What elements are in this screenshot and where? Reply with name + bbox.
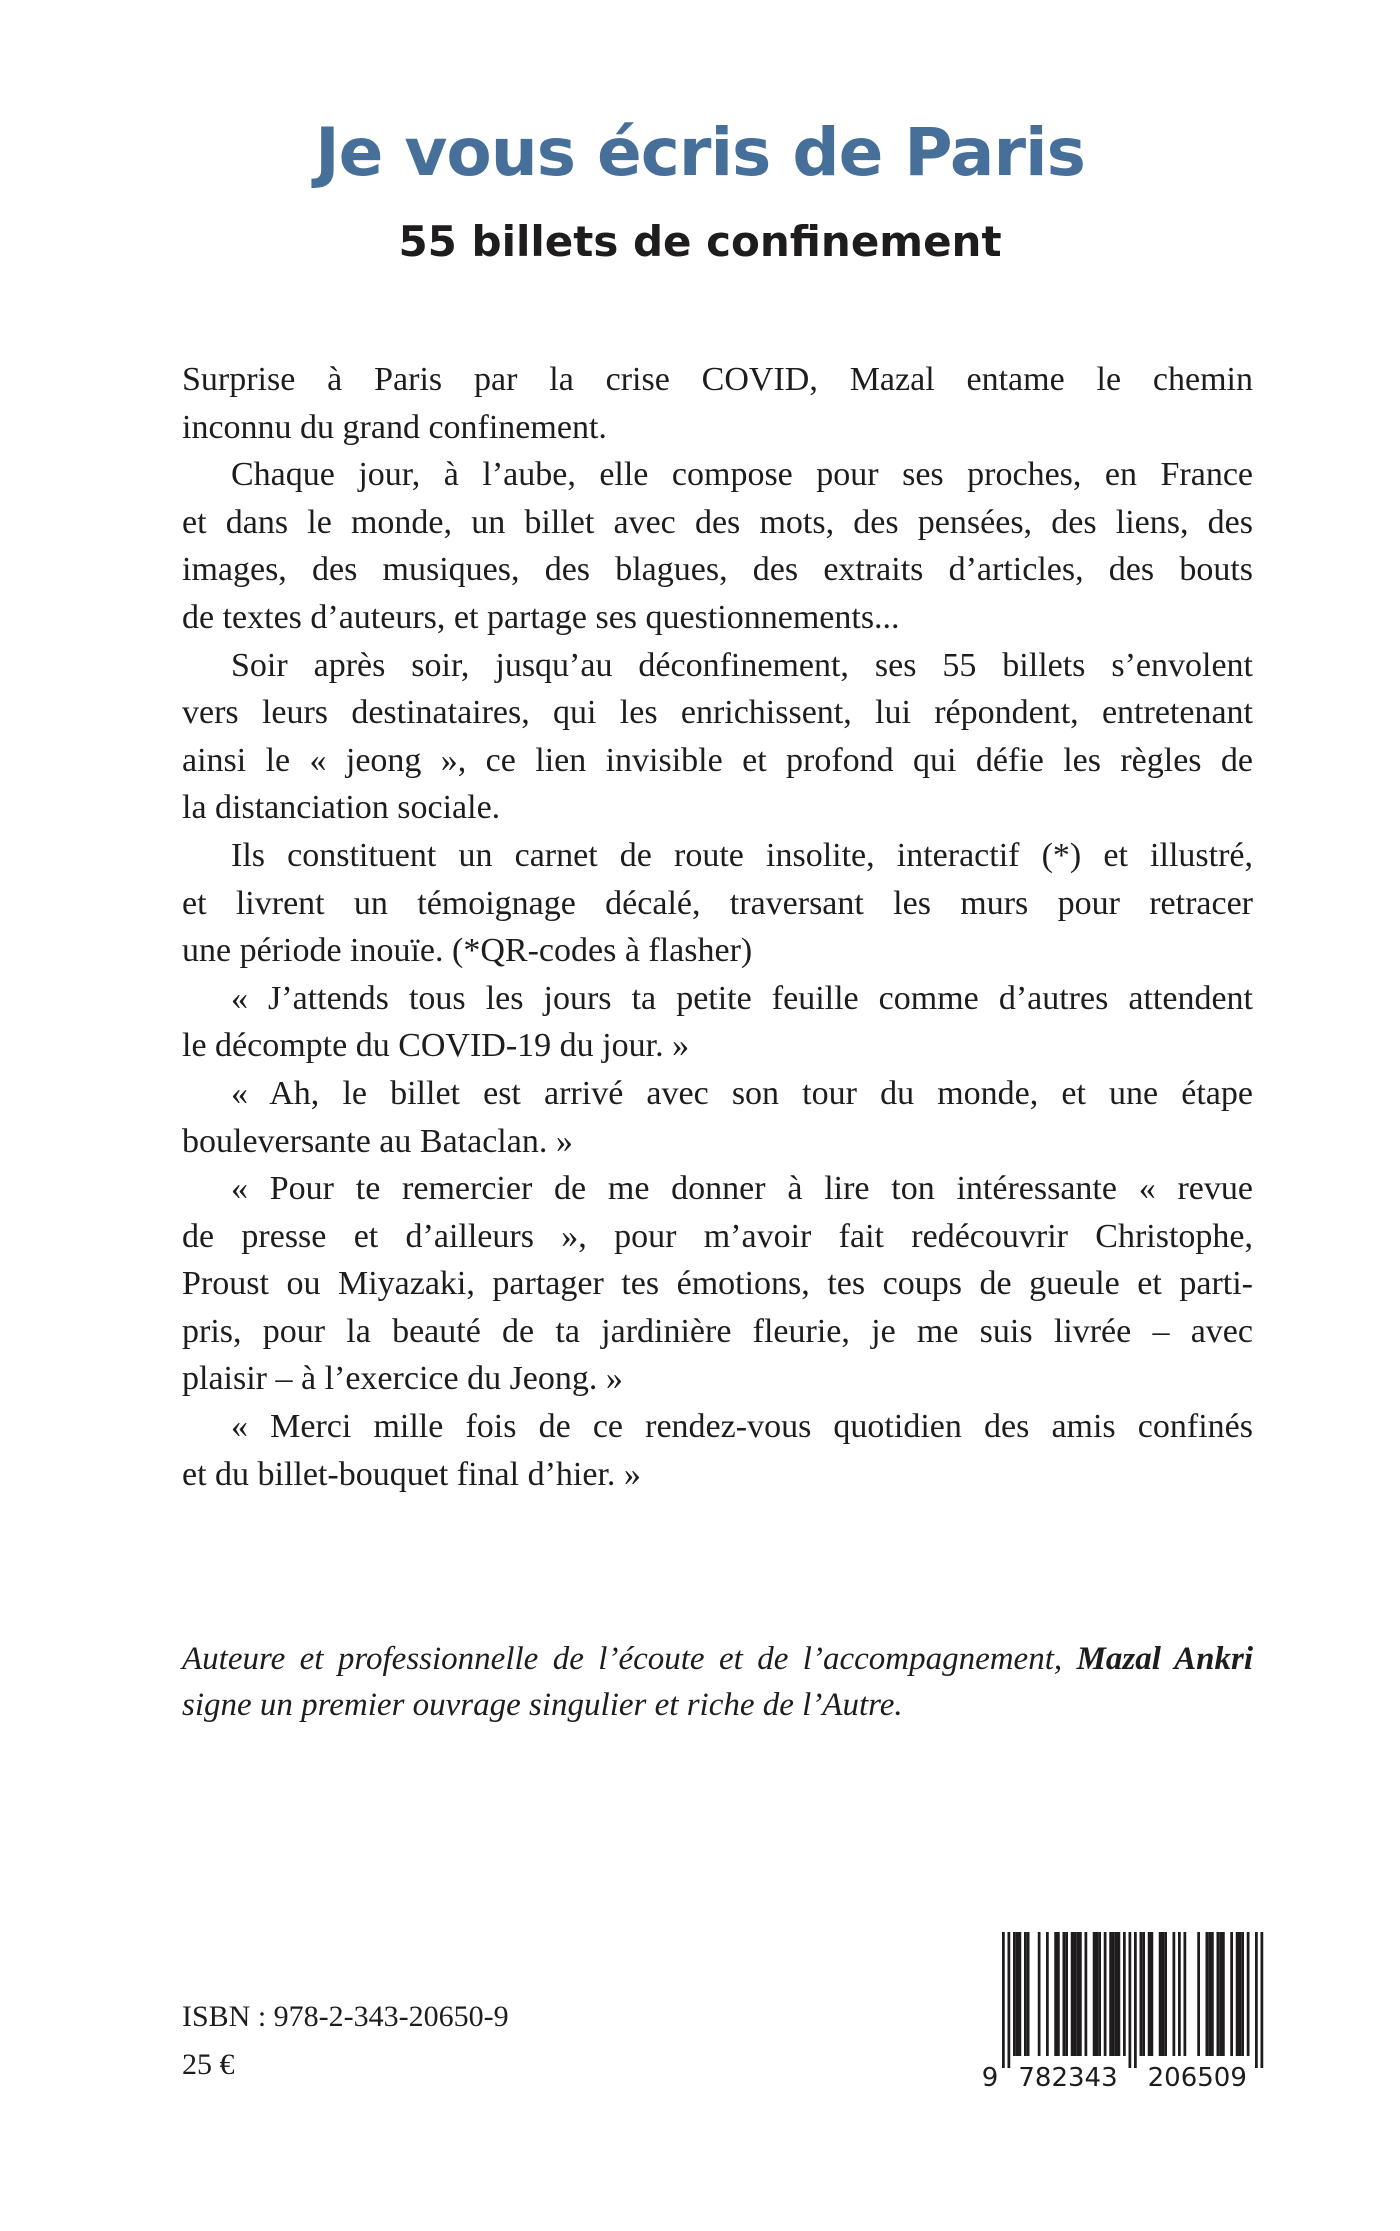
- barcode-bar: [1241, 1932, 1244, 2056]
- author-bio: [182, 1636, 1253, 1728]
- barcode-bar: [1261, 1932, 1264, 2068]
- barcode-bar: [1024, 1932, 1027, 2056]
- barcode-bar: [1104, 1932, 1107, 2056]
- barcode-bar: [1178, 1932, 1181, 2056]
- paragraph-line: pris, pour la beauté de ta jardinière fleurie, je me suis livrée – avec: [182, 1312, 1253, 1350]
- paragraph-line: « J’attends tous les jours ta petite feuille comme d’autres attendent: [231, 979, 1253, 1017]
- book-title: Je vous écris de Paris: [315, 114, 1085, 191]
- paragraph-line: ainsi le « jeong », ce lien invisible et profond qui défie les règles de: [182, 741, 1253, 779]
- price: 25 €: [182, 2048, 235, 2081]
- barcode-bar: [1148, 1932, 1151, 2056]
- paragraph-line: une période inouïe. (*QR-codes à flasher): [182, 932, 753, 970]
- barcode-bar: [1076, 1932, 1079, 2056]
- barcode-bar: [1065, 1932, 1068, 2056]
- paragraph-line: vers leurs destinataires, qui les enrichissent, lui répondent, entretenant: [182, 694, 1253, 732]
- barcode-bar: [1142, 1932, 1145, 2056]
- barcode-bar: [1019, 1932, 1022, 2056]
- barcode-bar: [1109, 1932, 1112, 2056]
- bio-text-2: signe un premier ouvrage singulier et riche de l’Autre.: [182, 1687, 903, 1723]
- barcode-bar: [1054, 1932, 1057, 2056]
- barcode-bar: [1118, 1932, 1121, 2056]
- barcode-bar: [1211, 1932, 1214, 2056]
- barcode-bar: [1134, 1932, 1137, 2068]
- barcode-bar: [1027, 1932, 1030, 2056]
- barcode-bar: [1140, 1932, 1143, 2056]
- barcode-bar: [1162, 1932, 1165, 2056]
- barcode-bar: [1129, 1932, 1132, 2068]
- barcode-bar: [1057, 1932, 1060, 2056]
- isbn: ISBN : 978-2-343-20650-9: [182, 2000, 509, 2033]
- barcode-bar: [1197, 1932, 1200, 2056]
- barcode-bar: [1164, 1932, 1167, 2056]
- paragraph-line: le décompte du COVID-19 du jour. »: [182, 1027, 690, 1065]
- paragraph-line: « Ah, le billet est arrivé avec son tour du monde, et une étape: [231, 1074, 1253, 1112]
- barcode-digits: 9: [981, 2063, 999, 2093]
- barcode-bar: [1085, 1932, 1088, 2056]
- paragraph-line: Soir après soir, jusqu’au déconfinement, ses 55 billets s’envolent: [231, 646, 1253, 684]
- barcode-bar: [1159, 1932, 1162, 2056]
- barcode-bar: [1013, 1932, 1016, 2056]
- paragraph-line: « Pour te remercier de me donner à lire ton intéressante « revue: [231, 1170, 1253, 1208]
- paragraph-line: de presse et d’ailleurs », pour m’avoir fait redécouvrir Christophe,: [182, 1217, 1253, 1255]
- barcode-bar: [1206, 1932, 1209, 2056]
- barcode-bar: [1093, 1932, 1096, 2056]
- barcode-bar: [1046, 1932, 1049, 2056]
- barcode-bar: [1239, 1932, 1242, 2056]
- barcode-bar: [1247, 1932, 1250, 2056]
- barcode: [980, 1928, 1265, 2098]
- barcode-bar: [1151, 1932, 1154, 2056]
- bio-text: Auteure et professionnelle de l’écoute et de l’accompagnement,: [182, 1641, 1077, 1677]
- barcode-bar: [1115, 1932, 1118, 2056]
- paragraph-line: bouleversante au Bataclan. »: [182, 1122, 573, 1160]
- author-name: Mazal Ankri: [1076, 1641, 1253, 1677]
- barcode-bar: [1098, 1932, 1101, 2056]
- paragraph-line: Chaque jour, à l’aube, elle compose pour ses proches, en France: [231, 456, 1253, 494]
- paragraph-line: « Merci mille fois de ce rendez-vous quotidien des amis confinés: [231, 1408, 1253, 1446]
- paragraph-line: Ils constituent un carnet de route insolite, interactif (*) et illustré,: [231, 836, 1253, 874]
- barcode-bar: [1219, 1932, 1222, 2056]
- barcode-bar: [1096, 1932, 1099, 2056]
- barcode-bar: [1071, 1932, 1074, 2056]
- paragraph-line: Surprise à Paris par la crise COVID, Mazal entame le chemin: [182, 361, 1253, 398]
- book-subtitle: 55 billets de confinement: [398, 217, 1002, 266]
- barcode-bar: [1063, 1932, 1066, 2056]
- paragraph-line: et du billet-bouquet final d’hier. »: [182, 1455, 641, 1493]
- barcode-bar: [1016, 1932, 1019, 2056]
- paragraph-line: plaisir – à l’exercice du Jeong. »: [182, 1360, 623, 1398]
- barcode-bar: [1255, 1932, 1258, 2068]
- barcode-bar: [1230, 1932, 1233, 2056]
- barcode-bar: [1112, 1932, 1115, 2056]
- paragraph-line: et livrent un témoignage décalé, traversant les murs pour retracer: [182, 884, 1253, 922]
- barcode-digits: 782343: [1018, 2063, 1118, 2093]
- barcode-digits: 206509: [1147, 2063, 1247, 2093]
- paragraph-line: Proust ou Miyazaki, partager tes émotions, tes coups de gueule et parti-: [182, 1265, 1253, 1303]
- barcode-bar: [1208, 1932, 1211, 2056]
- barcode-bar: [1008, 1932, 1011, 2068]
- barcode-bar: [1217, 1932, 1220, 2056]
- barcode-bar: [1079, 1932, 1082, 2056]
- barcode-bar: [1074, 1932, 1077, 2056]
- paragraph-line: et dans le monde, un billet avec des mots, des pensées, des liens, des: [182, 503, 1253, 541]
- barcode-bar: [1123, 1932, 1126, 2056]
- barcode-bar: [1173, 1932, 1176, 2056]
- barcode-bar: [1002, 1932, 1005, 2068]
- barcode-bar: [1184, 1932, 1187, 2056]
- barcode-bar: [1038, 1932, 1041, 2056]
- barcode-bar: [1236, 1932, 1239, 2056]
- paragraph-line: inconnu du grand confinement.: [182, 408, 607, 446]
- barcode-bar: [1222, 1932, 1225, 2056]
- paragraph-line: de textes d’auteurs, et partage ses questionnements...: [182, 598, 900, 636]
- paragraph-line: la distanciation sociale.: [182, 789, 501, 827]
- blurb-text: [182, 356, 1253, 1498]
- paragraph-line: images, des musiques, des blagues, des extraits d’articles, des bouts: [182, 551, 1253, 589]
